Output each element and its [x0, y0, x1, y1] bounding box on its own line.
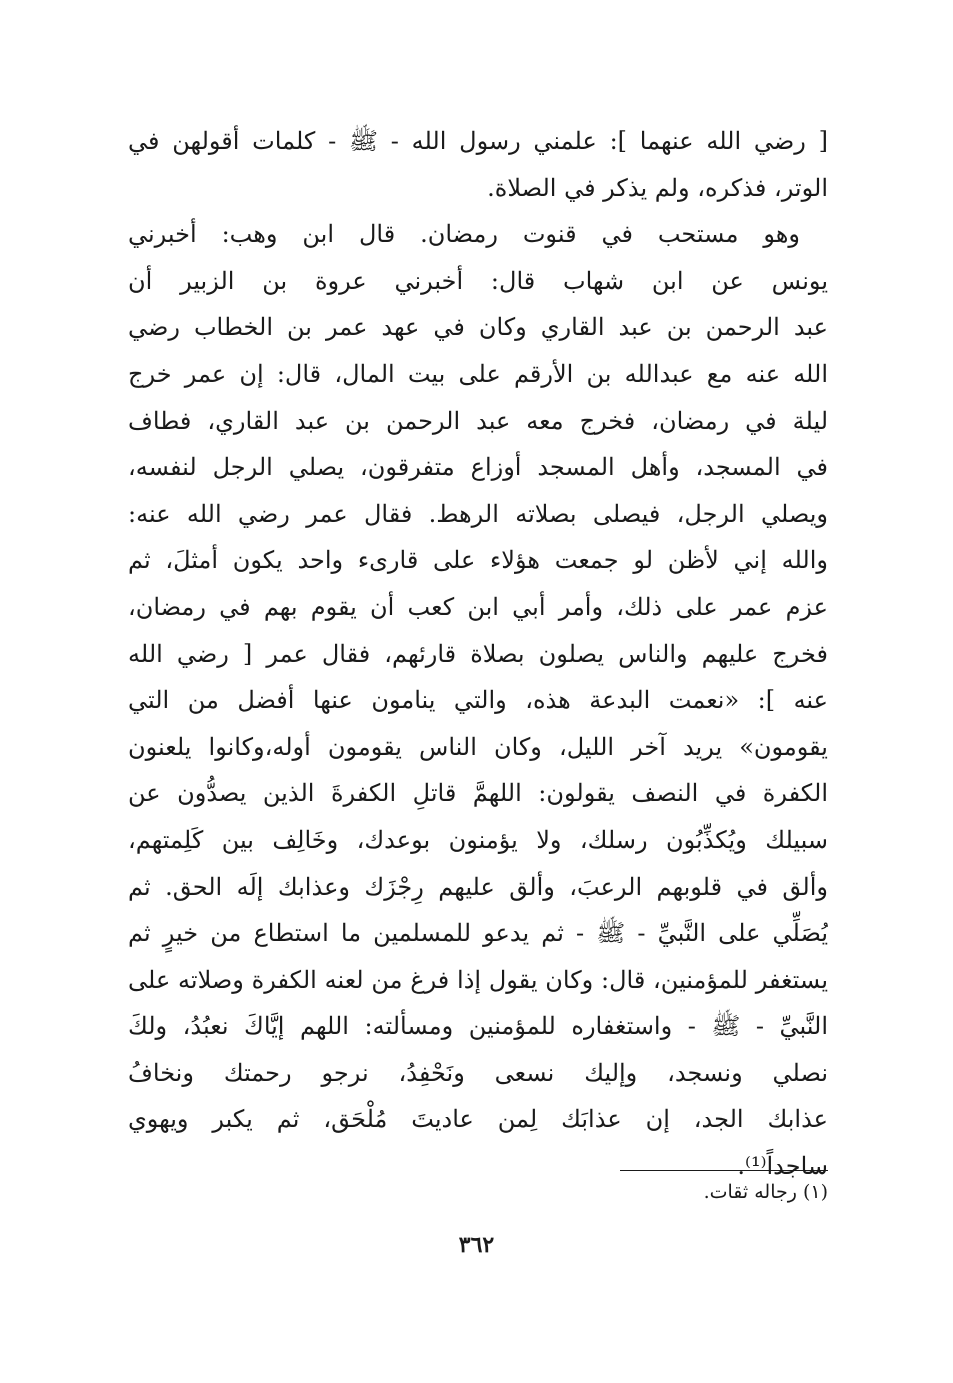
body-text	[128, 118, 828, 1190]
text-line: وهو مستحب في قنوت رمضان. قال ابن وهب: أخبرني	[128, 220, 800, 249]
text-line: عذابك الجد، إن عذابَك لِمن عاديتَ مُلْحَق، ثم يكبر ويهوي	[128, 1105, 828, 1134]
text-line: [ رضي الله عنهما ]: علمني رسول الله - ﷺ - كلمات أقولهن في	[128, 127, 828, 155]
text-line: يُصَلِّي على النَّبيِّ - ﷺ - ثم يدعو للمسلمين ما استطاع من خيرٍ ثم	[128, 919, 828, 948]
text-line: الكفرة في النصف يقولون: اللهمَّ قاتلِ الكفرةَ الذين يصدُّون عن	[128, 779, 828, 808]
text-line: عزم عمر على ذلك، وأمر أبي ابن كعب أن يقوم بهم في رمضان،	[128, 592, 828, 621]
text-line: وألق في قلوبهم الرعبَ، وألق عليهم رِجْزَك وعذابك إلَه الحق. ثم	[128, 872, 828, 901]
text-line: فخرج عليهم والناس يصلون بصلاة قارئهم، فقال عمر [ رضي الله	[128, 639, 828, 668]
text-line: نصلي ونسجد، وإليك نسعى ونَحْفِدُ، نرجو رحمتك ونخافُ	[128, 1058, 828, 1087]
text-line: ويصلي الرجل، فيصلى بصلاته الرهط. فقال عمر رضي الله عنه:	[128, 499, 828, 528]
footnote-separator	[620, 1170, 828, 1171]
text-line: عنه ]: «نعمت البدعة هذه، والتي ينامون عنها أفضل من التي	[128, 686, 828, 715]
text-line: الوتر، فذكره، ولم يذكر في الصلاة.	[487, 173, 828, 202]
text-line: والله إني لأظن لو جمعت هؤلاء على قارىء واحد يكون أمثلَ، ثم	[128, 546, 828, 575]
footnote: (١) رجاله ثقات.	[703, 1181, 828, 1203]
text-line: عبد الرحمن بن عبد القاري وكان في عهد عمر بن الخطاب رضي	[128, 313, 828, 342]
text-line: في المسجد، وأهل المسجد أوزاع متفرقون، يصلي الرجل لنفسه،	[128, 453, 828, 482]
text-line: يستغفر للمؤمنين، قال: وكان يقول إذا فرغ من لعنه الكفرة وصلاته على	[128, 965, 828, 994]
text-line: يونس عن ابن شهاب قال: أخبرني عروة بن الزبير أن	[128, 266, 828, 295]
page-number: ٣٦٢	[458, 1232, 495, 1258]
text-line: يقومون» يريد آخر الليل، وكان الناس يقومون أوله،وكانوا يلعنون	[128, 732, 828, 761]
text-line: ليلة في رمضان، فخرج معه عبد الرحمن بن عبد القاري، فطاف	[128, 406, 828, 435]
text-line: ساجداً⁽¹⁾.	[737, 1152, 828, 1181]
text-line: النَّبيِّ - ﷺ - واستغفاره للمؤمنين ومسألته: اللهم إيَّاكَ نعبُدُ، ولكَ	[128, 1012, 828, 1041]
text-line: الله عنه مع عبدالله بن الأرقم على بيت المال، قال: إن عمر خرج	[128, 359, 828, 388]
text-line: سبيلك ويُكذِّبُون رسلك، ولا يؤمنون بوعدك، وخَالِف بين كَلِمتهم،	[128, 825, 828, 854]
